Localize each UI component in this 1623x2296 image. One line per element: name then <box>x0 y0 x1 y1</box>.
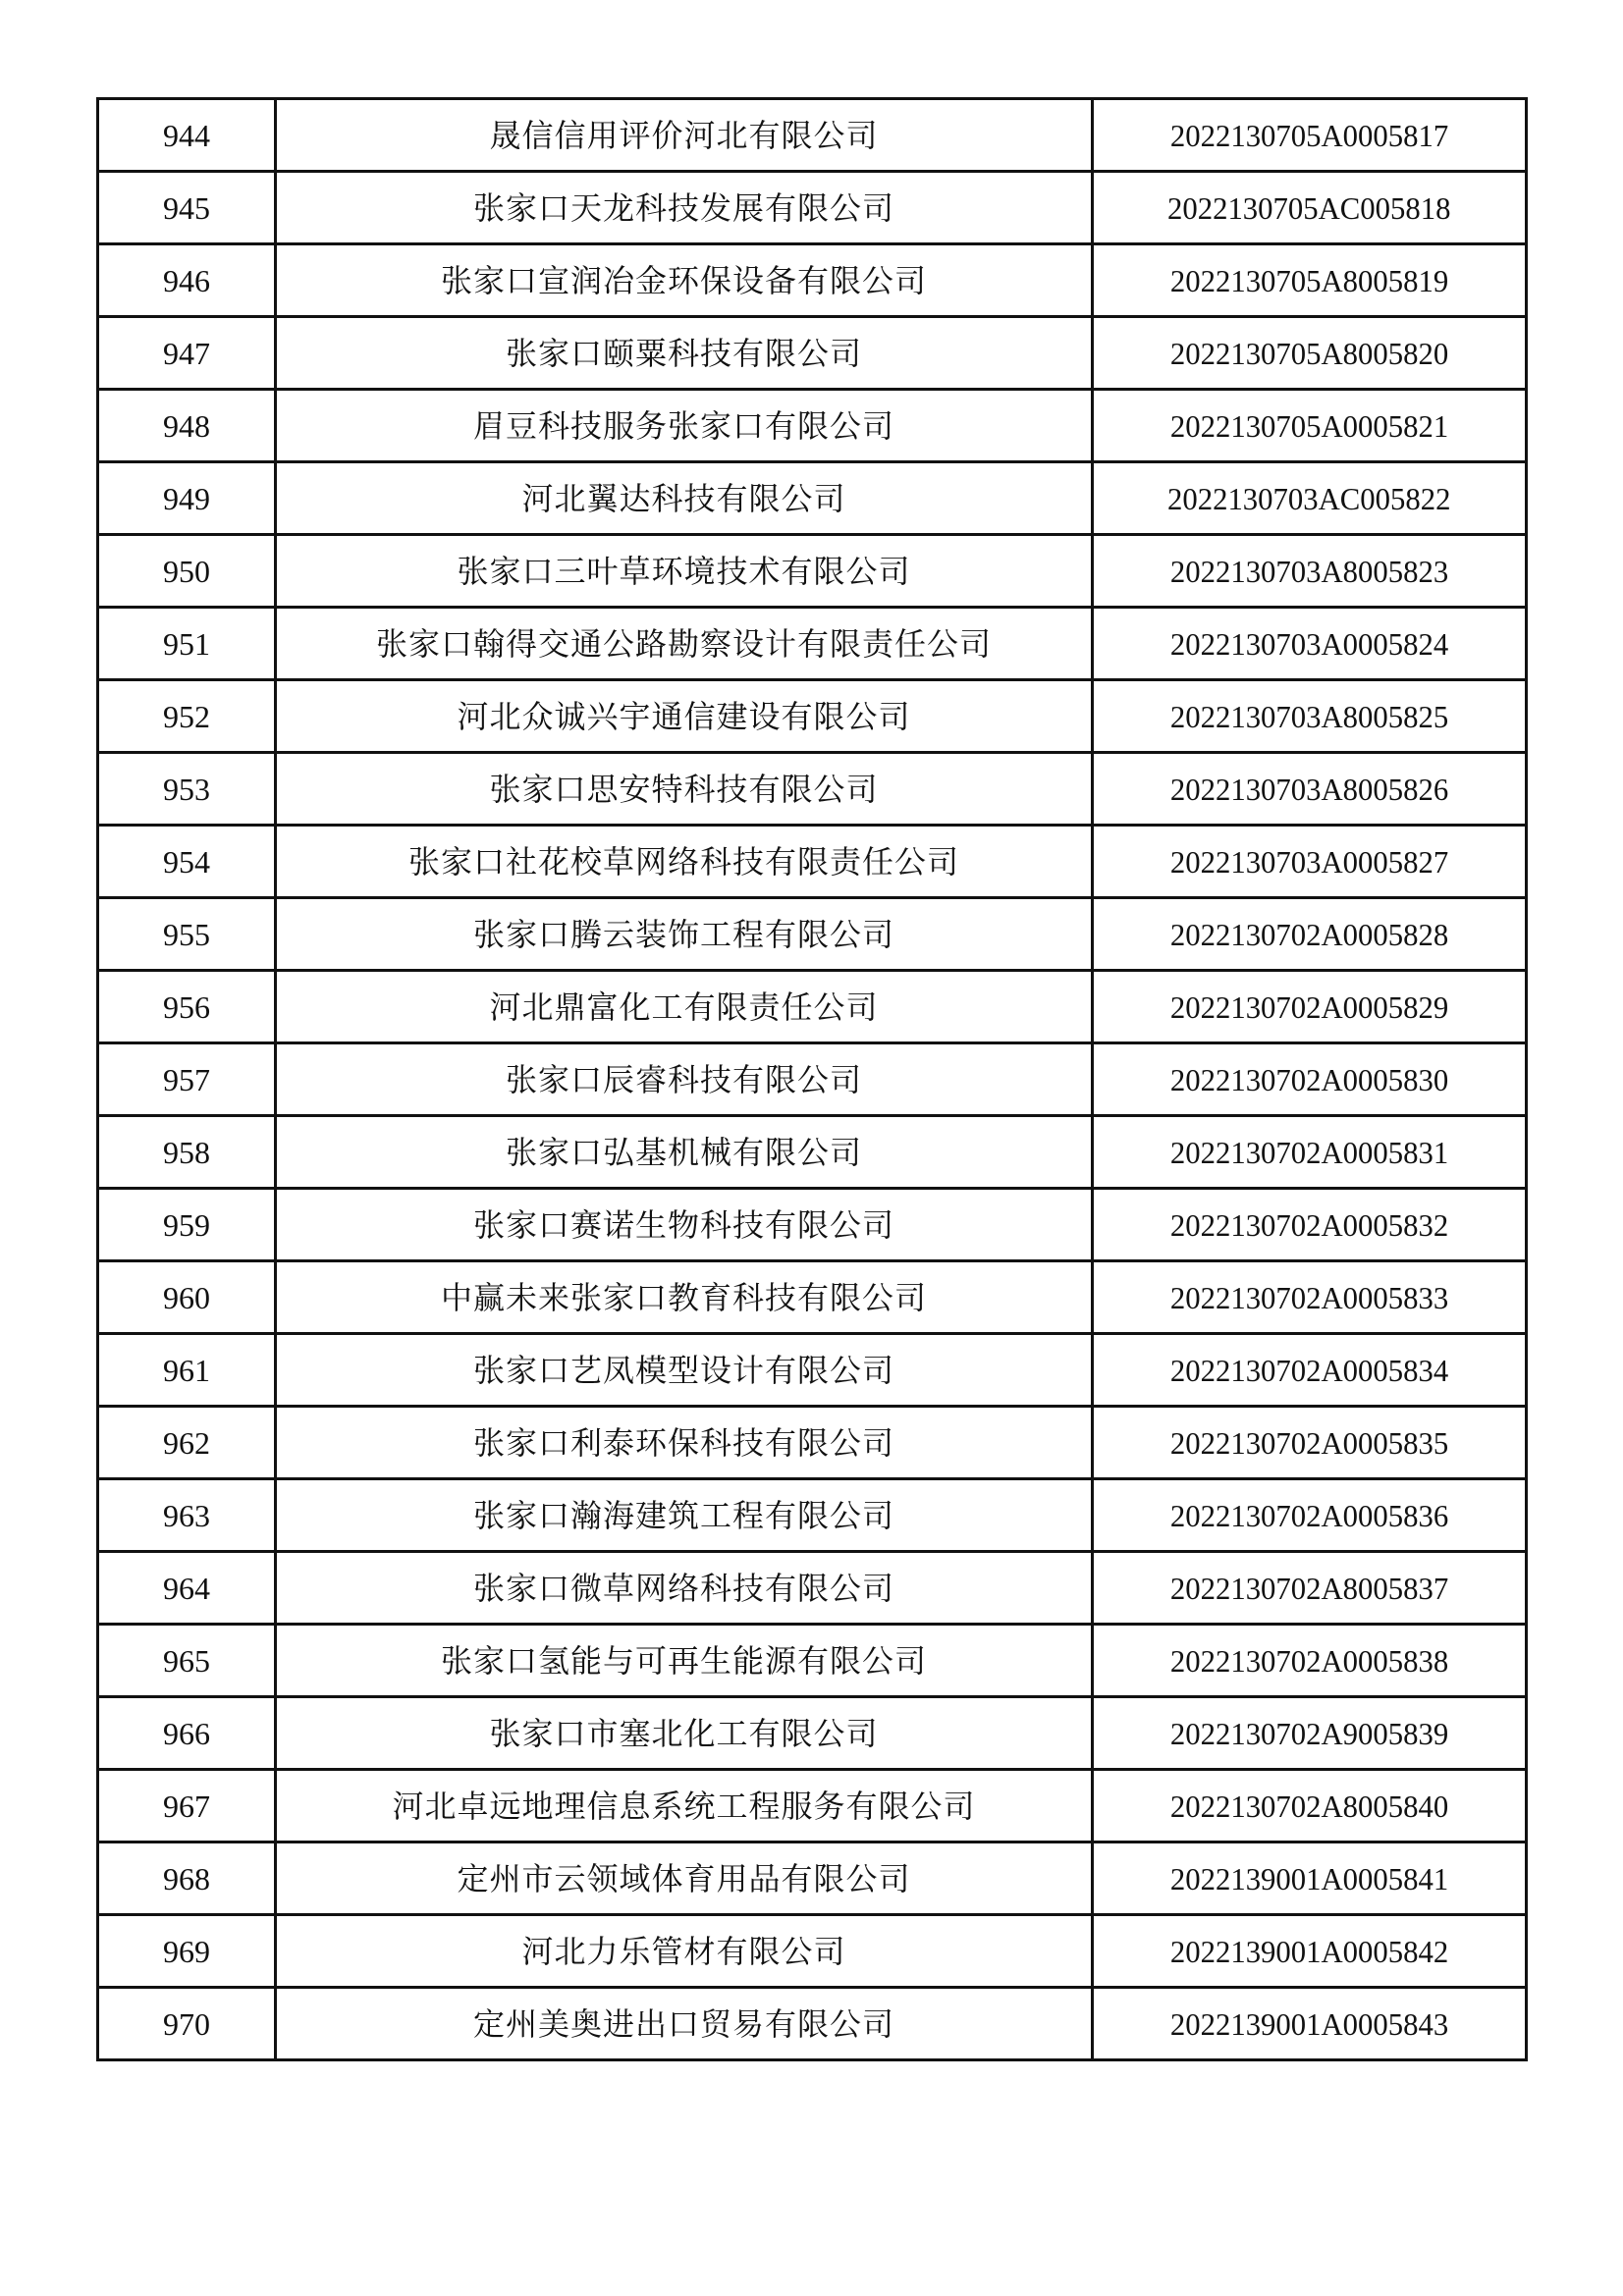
registration-code-text: 2022139001A0005843 <box>1169 2005 1449 2042</box>
row-index-cell: 954 <box>98 826 276 898</box>
row-index-cell: 961 <box>98 1334 276 1407</box>
row-index-cell: 967 <box>98 1770 276 1842</box>
table-row <box>98 172 1527 244</box>
registration-code-cell <box>1093 826 1527 898</box>
table-row <box>98 1697 1527 1770</box>
table-row <box>98 390 1527 462</box>
company-name-cell: 河北翼达科技有限公司 <box>276 462 1093 535</box>
registry-table-body <box>98 99 1527 2060</box>
table-row <box>98 898 1527 971</box>
company-name-cell: 晟信信用评价河北有限公司 <box>276 99 1093 172</box>
registration-code-text: 2022130703A0005824 <box>1169 625 1449 662</box>
registration-code-cell <box>1093 1988 1527 2060</box>
registration-code-text: 2022130703A8005823 <box>1169 553 1449 589</box>
row-index-cell: 956 <box>98 971 276 1043</box>
registration-code-cell <box>1093 1552 1527 1625</box>
registration-code-cell <box>1093 1261 1527 1334</box>
registration-code-text: 2022130702A8005837 <box>1169 1570 1449 1606</box>
company-name-cell: 张家口天龙科技发展有限公司 <box>276 172 1093 244</box>
company-name-cell: 张家口艺凤模型设计有限公司 <box>276 1334 1093 1407</box>
row-index-cell: 952 <box>98 680 276 753</box>
table-row <box>98 1334 1527 1407</box>
registration-code-cell <box>1093 1043 1527 1116</box>
registration-code-cell <box>1093 1334 1527 1407</box>
registration-code-cell <box>1093 1479 1527 1552</box>
row-index-cell: 968 <box>98 1842 276 1915</box>
registration-code-text: 2022130703A8005825 <box>1169 698 1449 734</box>
table-row <box>98 1189 1527 1261</box>
table-row <box>98 1116 1527 1189</box>
registration-code-text: 2022130702A0005835 <box>1169 1424 1449 1461</box>
company-name-cell: 河北力乐管材有限公司 <box>276 1915 1093 1988</box>
registration-code-text: 2022130705A8005820 <box>1169 335 1449 371</box>
row-index-cell: 946 <box>98 244 276 317</box>
table-row <box>98 1915 1527 1988</box>
row-index-cell: 960 <box>98 1261 276 1334</box>
table-row <box>98 1261 1527 1334</box>
registration-code-cell <box>1093 1842 1527 1915</box>
registration-code-cell <box>1093 317 1527 390</box>
row-index-cell: 958 <box>98 1116 276 1189</box>
registration-code-text: 2022130702A0005832 <box>1169 1206 1449 1243</box>
table-row <box>98 753 1527 826</box>
row-index-cell: 962 <box>98 1407 276 1479</box>
table-row <box>98 535 1527 608</box>
company-name-cell: 定州美奥进出口贸易有限公司 <box>276 1988 1093 2060</box>
table-row <box>98 1479 1527 1552</box>
registration-code-text: 2022130703A8005826 <box>1169 771 1449 807</box>
registration-code-cell <box>1093 99 1527 172</box>
row-index-cell: 945 <box>98 172 276 244</box>
row-index-cell: 953 <box>98 753 276 826</box>
registration-code-text: 2022130705AC005818 <box>1167 189 1451 226</box>
company-name-cell: 张家口赛诺生物科技有限公司 <box>276 1189 1093 1261</box>
registration-code-text: 2022130702A0005831 <box>1169 1134 1449 1170</box>
registration-code-text: 2022130703AC005822 <box>1167 480 1451 516</box>
registration-code-text: 2022130705A8005819 <box>1169 262 1449 298</box>
row-index-cell: 963 <box>98 1479 276 1552</box>
row-index-cell: 966 <box>98 1697 276 1770</box>
company-name-cell: 张家口三叶草环境技术有限公司 <box>276 535 1093 608</box>
company-name-cell: 定州市云领域体育用品有限公司 <box>276 1842 1093 1915</box>
row-index-cell: 944 <box>98 99 276 172</box>
registration-code-cell <box>1093 1116 1527 1189</box>
row-index-cell: 948 <box>98 390 276 462</box>
table-row <box>98 1625 1527 1697</box>
company-name-cell: 张家口利泰环保科技有限公司 <box>276 1407 1093 1479</box>
registration-code-cell <box>1093 608 1527 680</box>
registration-code-cell <box>1093 1407 1527 1479</box>
registration-code-text: 2022130702A0005833 <box>1169 1279 1449 1315</box>
company-name-cell: 张家口弘基机械有限公司 <box>276 1116 1093 1189</box>
table-row <box>98 1770 1527 1842</box>
table-row <box>98 1407 1527 1479</box>
registration-code-text: 2022130702A0005828 <box>1169 916 1449 952</box>
row-index-cell: 949 <box>98 462 276 535</box>
registration-code-text: 2022130702A0005836 <box>1169 1497 1449 1533</box>
registration-code-cell <box>1093 244 1527 317</box>
table-row <box>98 1043 1527 1116</box>
registration-code-cell <box>1093 1625 1527 1697</box>
registration-code-cell <box>1093 172 1527 244</box>
row-index-cell: 957 <box>98 1043 276 1116</box>
registration-code-cell <box>1093 680 1527 753</box>
company-name-cell: 张家口思安特科技有限公司 <box>276 753 1093 826</box>
registration-code-cell <box>1093 1189 1527 1261</box>
registration-code-text: 2022130702A0005829 <box>1169 988 1449 1025</box>
registration-code-text: 2022139001A0005842 <box>1169 1933 1449 1969</box>
company-name-cell: 张家口宣润冶金环保设备有限公司 <box>276 244 1093 317</box>
company-name-cell: 张家口辰睿科技有限公司 <box>276 1043 1093 1116</box>
company-name-cell: 眉豆科技服务张家口有限公司 <box>276 390 1093 462</box>
table-row <box>98 826 1527 898</box>
registration-code-cell <box>1093 390 1527 462</box>
registration-code-text: 2022130705A0005817 <box>1169 117 1449 153</box>
row-index-cell: 955 <box>98 898 276 971</box>
row-index-cell: 959 <box>98 1189 276 1261</box>
registration-code-cell <box>1093 1915 1527 1988</box>
company-name-cell: 张家口市塞北化工有限公司 <box>276 1697 1093 1770</box>
row-index-cell: 969 <box>98 1915 276 1988</box>
registration-code-cell <box>1093 898 1527 971</box>
company-registry-table <box>96 97 1528 2061</box>
table-row <box>98 971 1527 1043</box>
company-name-cell: 张家口瀚海建筑工程有限公司 <box>276 1479 1093 1552</box>
registration-code-cell <box>1093 1770 1527 1842</box>
company-name-cell: 河北鼎富化工有限责任公司 <box>276 971 1093 1043</box>
company-name-cell: 张家口氢能与可再生能源有限公司 <box>276 1625 1093 1697</box>
table-row <box>98 1552 1527 1625</box>
registration-code-cell <box>1093 971 1527 1043</box>
registration-code-text: 2022130702A8005840 <box>1169 1788 1449 1824</box>
table-row <box>98 1842 1527 1915</box>
registration-code-cell <box>1093 535 1527 608</box>
registration-code-cell <box>1093 753 1527 826</box>
table-row <box>98 462 1527 535</box>
row-index-cell: 951 <box>98 608 276 680</box>
company-name-cell: 中赢未来张家口教育科技有限公司 <box>276 1261 1093 1334</box>
registration-code-text: 2022139001A0005841 <box>1169 1860 1449 1896</box>
registration-code-text: 2022130702A0005834 <box>1169 1352 1449 1388</box>
registration-code-text: 2022130703A0005827 <box>1169 843 1449 880</box>
table-row <box>98 317 1527 390</box>
registration-code-text: 2022130702A0005838 <box>1169 1642 1449 1679</box>
company-name-cell: 张家口微草网络科技有限公司 <box>276 1552 1093 1625</box>
company-name-cell: 张家口腾云装饰工程有限公司 <box>276 898 1093 971</box>
row-index-cell: 970 <box>98 1988 276 2060</box>
company-name-cell: 河北众诚兴宇通信建设有限公司 <box>276 680 1093 753</box>
company-name-cell: 张家口颐粟科技有限公司 <box>276 317 1093 390</box>
table-row <box>98 99 1527 172</box>
row-index-cell: 964 <box>98 1552 276 1625</box>
table-row <box>98 244 1527 317</box>
registration-code-text: 2022130705A0005821 <box>1169 407 1449 444</box>
registration-code-cell <box>1093 462 1527 535</box>
registration-code-text: 2022130702A0005830 <box>1169 1061 1449 1097</box>
table-row <box>98 608 1527 680</box>
company-name-cell: 张家口社花校草网络科技有限责任公司 <box>276 826 1093 898</box>
company-name-cell: 张家口翰得交通公路勘察设计有限责任公司 <box>276 608 1093 680</box>
table-row <box>98 1988 1527 2060</box>
company-name-cell: 河北卓远地理信息系统工程服务有限公司 <box>276 1770 1093 1842</box>
row-index-cell: 950 <box>98 535 276 608</box>
row-index-cell: 965 <box>98 1625 276 1697</box>
table-row <box>98 680 1527 753</box>
registration-code-cell <box>1093 1697 1527 1770</box>
registration-code-text: 2022130702A9005839 <box>1169 1715 1449 1751</box>
row-index-cell: 947 <box>98 317 276 390</box>
